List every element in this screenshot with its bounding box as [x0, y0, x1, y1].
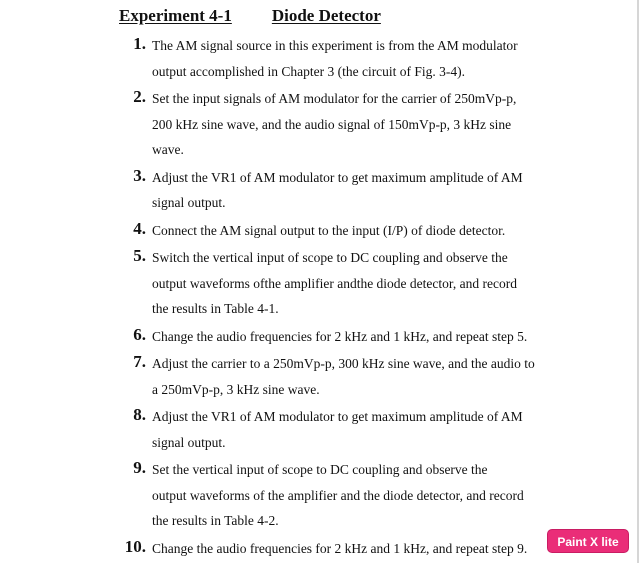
list-item: [0, 536, 600, 562]
step-text: Set the input signals of AM modulator for the carrier of 250mVp-p, 200 kHz sine wave, and the audio signal of 150mVp-p, 3 kHz sine wave.: [152, 91, 517, 157]
list-item: [0, 86, 600, 163]
list-item: [0, 218, 600, 244]
list-item: [0, 165, 600, 216]
list-item: [0, 404, 600, 455]
step-number: 4.: [133, 218, 146, 238]
step-text: Change the audio frequencies for 2 kHz and 1 kHz, and repeat step 9.: [152, 540, 528, 556]
list-item: [0, 245, 600, 322]
experiment-number: Experiment 4-1: [119, 6, 232, 25]
step-number: 6.: [133, 324, 146, 344]
list-item: [0, 351, 600, 402]
experiment-title: Diode Detector: [271, 6, 381, 25]
step-number: 2.: [133, 87, 146, 106]
step-text: Switch the vertical input of scope to DC coupling and observe the output waveforms ofthe amplifier andthe diode detector, and record the results in Table 4-1.: [152, 250, 517, 316]
step-number: 8.: [133, 405, 146, 424]
step-text: Connect the AM signal output to the input (I/P) of diode detector.: [152, 222, 506, 238]
procedure-list: [0, 33, 600, 563]
step-number: 3.: [133, 165, 146, 185]
step-text: Adjust the carrier to a 250mVp-p, 300 kHz sine wave, and the audio to a 250mVp-p, 3 kHz sine wave.: [152, 356, 535, 397]
page-title: [119, 6, 381, 26]
list-item: [0, 457, 600, 534]
step-number: 10.: [124, 536, 146, 556]
step-text: Set the vertical input of scope to DC coupling and observe the output waveforms of the amplifier and the diode detector, and record the results in Table 4-2.: [152, 462, 524, 528]
step-text: Adjust the VR1 of AM modulator to get maximum amplitude of AM signal output.: [152, 409, 523, 450]
list-item: [0, 33, 600, 84]
paint-x-lite-watermark: Paint X lite: [547, 529, 629, 553]
step-number: 9.: [133, 458, 146, 477]
step-text: Adjust the VR1 of AM modulator to get maximum amplitude of AM signal output.: [152, 169, 523, 210]
step-number: 1.: [133, 34, 146, 53]
step-number: 7.: [133, 352, 146, 371]
step-text: Change the audio frequencies for 2 kHz and 1 kHz, and repeat step 5.: [152, 328, 528, 344]
list-item: [0, 324, 600, 350]
step-text: The AM signal source in this experiment is from the AM modulator output accomplished in Chapter 3 (the circuit of Fig. 3-4).: [152, 38, 518, 79]
step-number: 5.: [133, 246, 146, 265]
